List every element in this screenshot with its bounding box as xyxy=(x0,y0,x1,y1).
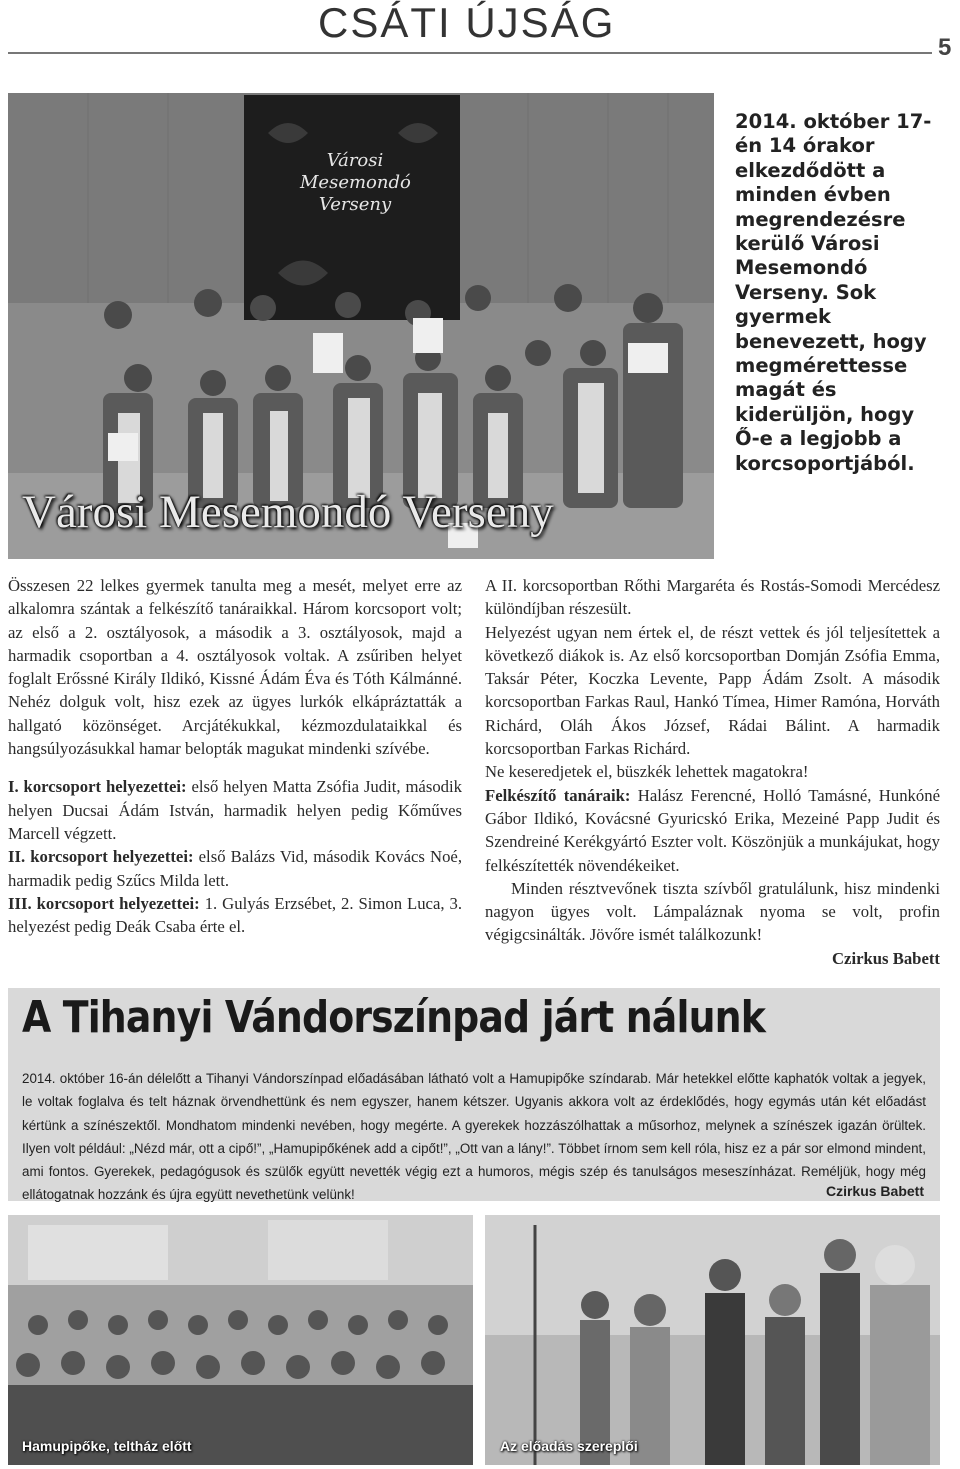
result-label: II. korcsoport helyezettei: xyxy=(8,847,194,867)
result-group-1 xyxy=(8,775,462,845)
audience-photo-caption: Hamupipőke, teltház előtt xyxy=(22,1438,192,1454)
article-intro: 2014. október 17-én 14 órakor elkezdődött a minden évben megrendezésre kerülő Városi Mesemondó Verseny. Sok gyermek benevezett, hogy megmérettesse magát és kiderüljön, hogy Ő-e a legjobb a korcsoportjából. xyxy=(735,110,932,475)
masthead-title: CSÁTI ÚJSÁG xyxy=(318,0,616,46)
result-group-2 xyxy=(8,845,462,892)
paragraph-gap xyxy=(8,760,462,775)
result-label: III. korcsoport helyezettei: xyxy=(8,893,200,913)
article1-column-left xyxy=(8,574,462,938)
page-number: 5 xyxy=(938,34,952,61)
result-text: első helyen Matta Zsófia Judit, második helyen Ducsai Ádám István, harmadik helyen pedig Kőműves Marcell végzett. xyxy=(8,777,462,843)
performers-photo-caption: Az előadás szereplői xyxy=(500,1438,638,1454)
performers-photo xyxy=(485,1215,940,1465)
article2-body: 2014. október 16-án délelőtt a Tihanyi Vándorszínpad előadásában látható volt a Hamupipőke színdarab. Már hetekkel előtte kaphatók voltak a jegyek, le voltak foglalva és telt háznak örvendhettünk és nem egyszer, hanem kétszer. Ugyanis akkora volt az érdeklődés, hogy egymás után két előadást kértünk a színészektől. Mondhatom mindenki nevében, hogy megérte. A gyerekek hozzászólhattak a műsorhoz, melynek a színészek igazán örültek. Ilyen volt például: „Nézd már, ott a cipő!”, „Hamupipőkének add a cipőt!”, „Ott van a lány!”. Többet írnom sem kell róla, hisz ez a pár sor elmond mindent, ami fontos. Gyerekek, pedagógusok és szülők együtt nevették végig ezt a humoros, mégis szép és tanulságos meseszínházat. Reméljük, hogy még ellátogatnak hozzánk és újra együtt nevethetünk velünk! xyxy=(22,1071,926,1203)
teachers-text: Halász Ferencné, Holló Tamásné, Hunkóné Gábor Ildikó, Kovácsné Gyuricskó Erika, Mezeiné Papp Judit és Szendreiné Kerékgyártó Eszter volt. Köszönjük a munkájukat, hogy felkészítették növendékeiket. xyxy=(485,785,940,875)
encouragement-line: Ne keseredjetek el, büszkék lehettek magatokra! xyxy=(485,762,809,782)
audience-photo-illustration xyxy=(8,1215,473,1465)
result-label: I. korcsoport helyezettei: xyxy=(8,777,187,797)
teachers-paragraph xyxy=(485,784,940,877)
article1-column-right xyxy=(485,574,940,970)
teachers-label: Felkészítő tanáraik: xyxy=(485,785,631,805)
banner-text: Városi Mesemondó Verseny xyxy=(300,150,411,215)
audience-photo xyxy=(8,1215,473,1465)
special-prize-paragraph: A II. korcsoportban Rőthi Margaréta és Rostás-Somodi Mercédesz különdíjban részesült. xyxy=(485,576,940,619)
result-text: első Balázs Vid, második Kovács Noé, harmadik pedig Szűcs Milda lett. xyxy=(8,847,462,890)
participants-paragraph: Helyezést ugyan nem értek el, de részt vettek és jól teljesítettek a következő diákok is. Az első korcsoportban Domján Zsófia Emma, Taksár Péter, Koczka Levente, Papp Ádám Zsolt. A második korcsoportban Farkas Raul, Hankó Tímea, Himer Ramóna, Horváth Richárd, Oláh Ákos József, Rádai Bálint. A harmadik korcsoportban Farkas Richárd. xyxy=(485,622,940,759)
result-group-3 xyxy=(8,892,462,939)
congrats-paragraph: Minden résztvevőnek tiszta szívből gratulálunk, hisz mindenki nagyon ügyes volt. Lámpaláznak nyoma se volt, profin végigcsinálták. Jövőre ismét találkozunk! xyxy=(485,878,940,945)
header-rule xyxy=(8,52,932,54)
article1-paragraph: Összesen 22 lelkes gyermek tanulta meg a mesét, melyet erre az alkalomra szántak a felkészítő tanáraikkal. Három korcsoport volt; az első a 2. osztályosok, a második a 3. osztályosok, majd a harmadik csoportban a 4. osztályosok voltak. A zsűriben helyet foglalt Erőssné Király Ildikó, Kissné Ádám Éva és Tóth Kálmánné. Nehéz dolguk volt, hisz ezek az ügyes lurkók elkápráztatták a hallgató közönséget. Arcjátékukkal, kézmozdulataikkal és hangsúlyozásukkal hamar belopták magukat mindenki szívébe. xyxy=(8,576,462,759)
photo-caption-overlay: Városi Mesemondó Verseny xyxy=(22,486,554,538)
performers-photo-illustration xyxy=(485,1215,940,1465)
article2-title: A Tihanyi Vándorszínpad járt nálunk xyxy=(22,992,766,1043)
article1-signature: Czirkus Babett xyxy=(831,948,940,968)
result-text: 1. Gulyás Erzsébet, 2. Simon Luca, 3. helyezést pedig Deák Csaba érte el. xyxy=(8,893,463,937)
article2-signature: Czirkus Babett xyxy=(825,1183,924,1199)
